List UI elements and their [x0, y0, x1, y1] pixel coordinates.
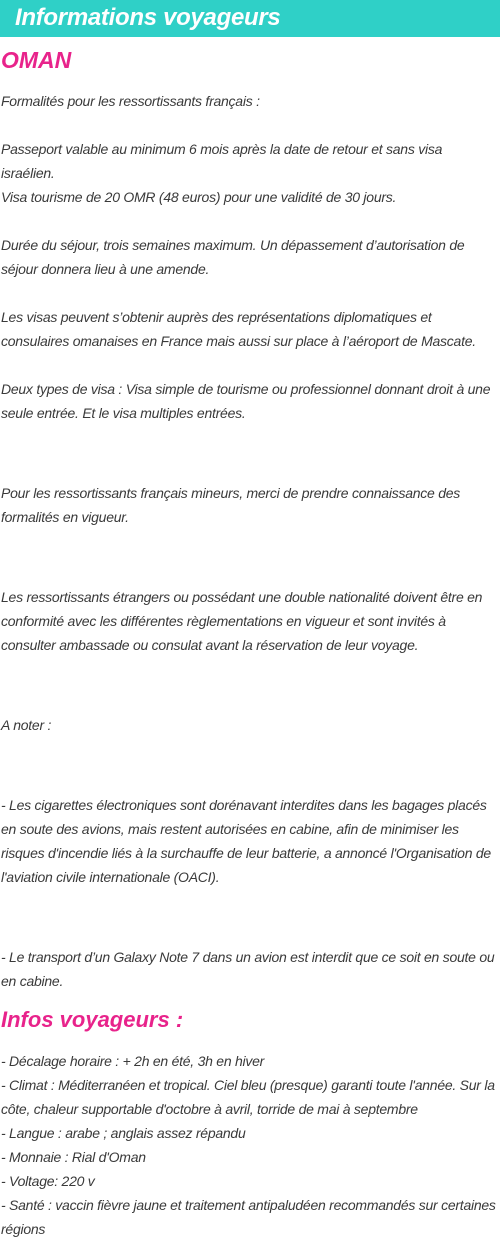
visa-types-text: Deux types de visa : Visa simple de tourisme ou professionnel donnant droit à une seule entrée. Et le visa multiples entrées. [1, 381, 491, 421]
passport-visa-text: Passeport valable au minimum 6 mois après la date de retour et sans visa israélien. Visa tourisme de 20 OMR (48 euros) pour une validité de 30 jours. [1, 141, 443, 205]
formalities-intro: Formalités pour les ressortissants français : [1, 93, 260, 109]
minors-text: Pour les ressortissants français mineurs, merci de prendre connaissance des formalités en vigueur. [1, 485, 461, 525]
infos-voyageurs-list: - Décalage horaire : + 2h en été, 3h en hiver - Climat : Méditerranéen et tropical. Ciel bleu (presque) garanti toute l'année. Sur la côte, chaleur supportable d'octobre à avril, torride de mai à septembre - Langue : arabe ; anglais assez répandu - Monnaie : Rial d'Oman - Voltage: 220 v - Santé : vaccin fièvre jaune et traitement antipaludéen recommandés sur certaines régions [1, 1053, 496, 1237]
country-heading: OMAN [1, 47, 72, 73]
stay-duration-text: Durée du séjour, trois semaines maximum. Un dépassement d’autorisation de séjour donnera lieu à une amende. [1, 237, 465, 277]
e-cigarettes-text: - Les cigarettes électroniques sont dorénavant interdites dans les bagages placés en soute des avions, mais restent autorisées en cabine, afin de minimiser les risques d'incendie liés à la surchauffe de leur batterie, a annoncé l'Organisation de l'aviation civile internationale (OACI). [1, 797, 491, 885]
foreign-nationals-text: Les ressortissants étrangers ou possédant une double nationalité doivent être en conformité avec les différentes règlementations en vigueur et sont invités à consulter ambassade ou consulat avant la réservation de leur voyage. [1, 589, 483, 653]
note-label: A noter : [1, 717, 52, 733]
page-title: Informations voyageurs [15, 4, 281, 31]
infos-voyageurs-heading: Infos voyageurs : [1, 1007, 184, 1032]
header-bar [0, 0, 500, 37]
galaxy-note-text: - Le transport d’un Galaxy Note 7 dans un avion est interdit que ce soit en soute ou en cabine. [1, 949, 495, 989]
visa-obtain-text: Les visas peuvent s’obtenir auprès des représentations diplomatiques et consulaires omanaises en France mais aussi sur place à l’aéroport de Mascate. [1, 309, 476, 349]
